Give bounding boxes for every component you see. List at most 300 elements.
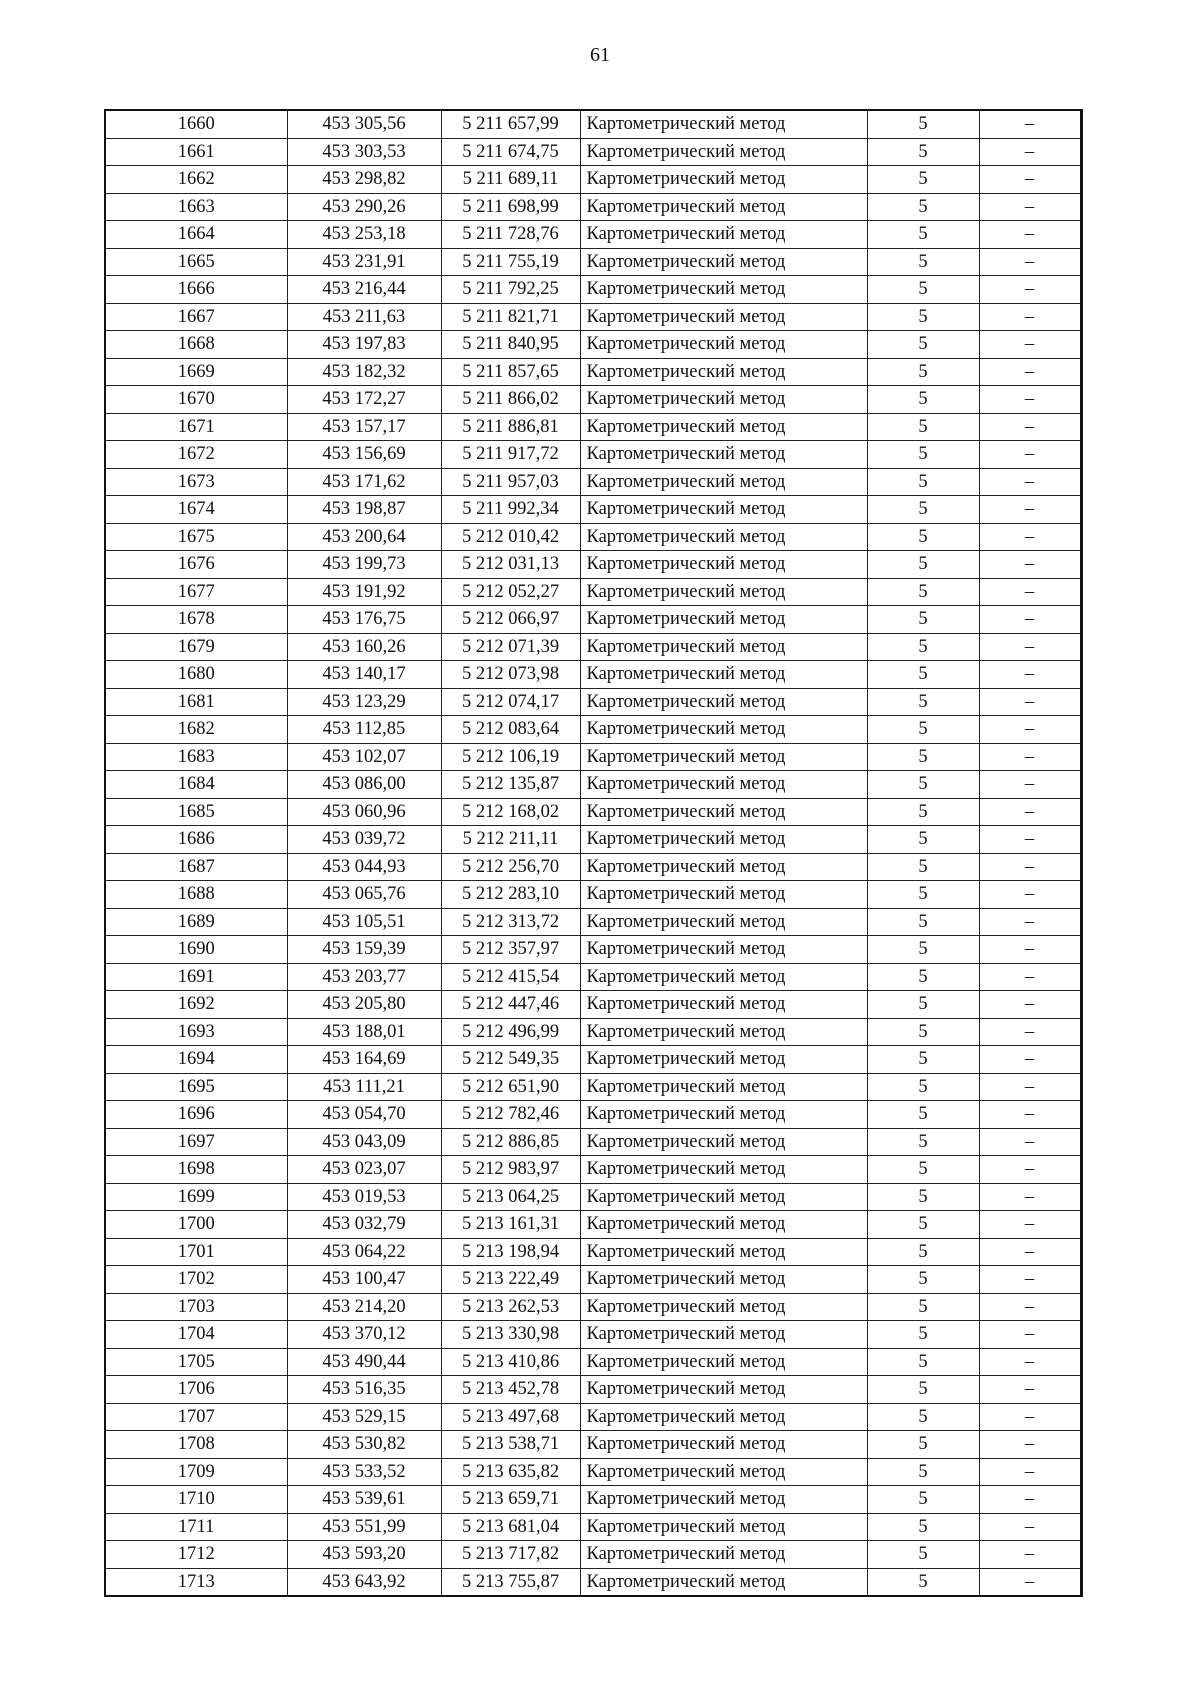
y-coordinate-cell: 5 212 256,70 [441, 853, 580, 881]
table-row [105, 578, 1081, 606]
accuracy-cell: 5 [867, 1376, 979, 1404]
point-number-cell: 1709 [105, 1458, 287, 1486]
y-coordinate-cell: 5 212 283,10 [441, 881, 580, 909]
method-cell: Картометрический метод [580, 303, 867, 331]
table-row [105, 1073, 1081, 1101]
y-coordinate-cell: 5 212 357,97 [441, 936, 580, 964]
point-number-cell: 1688 [105, 881, 287, 909]
method-cell: Картометрический метод [580, 1183, 867, 1211]
x-coordinate-cell: 453 529,15 [287, 1403, 441, 1431]
accuracy-cell: 5 [867, 963, 979, 991]
description-cell: – [979, 1513, 1081, 1541]
description-cell: – [979, 936, 1081, 964]
accuracy-cell: 5 [867, 1156, 979, 1184]
accuracy-cell: 5 [867, 578, 979, 606]
description-cell: – [979, 110, 1081, 138]
description-cell: – [979, 771, 1081, 799]
method-cell: Картометрический метод [580, 908, 867, 936]
table-row [105, 798, 1081, 826]
point-number-cell: 1711 [105, 1513, 287, 1541]
point-number-cell: 1665 [105, 248, 287, 276]
x-coordinate-cell: 453 593,20 [287, 1541, 441, 1569]
accuracy-cell: 5 [867, 881, 979, 909]
description-cell: – [979, 276, 1081, 304]
y-coordinate-cell: 5 211 857,65 [441, 358, 580, 386]
method-cell: Картометрический метод [580, 1293, 867, 1321]
method-cell: Картометрический метод [580, 991, 867, 1019]
x-coordinate-cell: 453 231,91 [287, 248, 441, 276]
accuracy-cell: 5 [867, 221, 979, 249]
y-coordinate-cell: 5 211 689,11 [441, 166, 580, 194]
method-cell: Картометрический метод [580, 936, 867, 964]
y-coordinate-cell: 5 213 222,49 [441, 1266, 580, 1294]
description-cell: – [979, 303, 1081, 331]
description-cell: – [979, 716, 1081, 744]
x-coordinate-cell: 453 160,26 [287, 633, 441, 661]
method-cell: Картометрический метод [580, 1321, 867, 1349]
point-number-cell: 1685 [105, 798, 287, 826]
method-cell: Картометрический метод [580, 1486, 867, 1514]
table-row [105, 853, 1081, 881]
description-cell: – [979, 1046, 1081, 1074]
table-row [105, 1183, 1081, 1211]
table-row [105, 1128, 1081, 1156]
point-number-cell: 1673 [105, 468, 287, 496]
x-coordinate-cell: 453 214,20 [287, 1293, 441, 1321]
description-cell: – [979, 578, 1081, 606]
x-coordinate-cell: 453 171,62 [287, 468, 441, 496]
table-row [105, 936, 1081, 964]
table-row [105, 881, 1081, 909]
table-row [105, 138, 1081, 166]
table-row [105, 1211, 1081, 1239]
point-number-cell: 1698 [105, 1156, 287, 1184]
method-cell: Картометрический метод [580, 221, 867, 249]
x-coordinate-cell: 453 019,53 [287, 1183, 441, 1211]
point-number-cell: 1701 [105, 1238, 287, 1266]
page-number: 61 [590, 44, 610, 66]
description-cell: – [979, 1403, 1081, 1431]
method-cell: Картометрический метод [580, 578, 867, 606]
y-coordinate-cell: 5 213 452,78 [441, 1376, 580, 1404]
point-number-cell: 1666 [105, 276, 287, 304]
method-cell: Картометрический метод [580, 413, 867, 441]
method-cell: Картометрический метод [580, 1211, 867, 1239]
x-coordinate-cell: 453 253,18 [287, 221, 441, 249]
description-cell: – [979, 166, 1081, 194]
table-row [105, 1266, 1081, 1294]
x-coordinate-cell: 453 516,35 [287, 1376, 441, 1404]
point-number-cell: 1706 [105, 1376, 287, 1404]
accuracy-cell: 5 [867, 1541, 979, 1569]
accuracy-cell: 5 [867, 496, 979, 524]
method-cell: Картометрический метод [580, 1403, 867, 1431]
description-cell: – [979, 358, 1081, 386]
y-coordinate-cell: 5 212 415,54 [441, 963, 580, 991]
accuracy-cell: 5 [867, 1238, 979, 1266]
y-coordinate-cell: 5 212 168,02 [441, 798, 580, 826]
y-coordinate-cell: 5 212 052,27 [441, 578, 580, 606]
method-cell: Картометрический метод [580, 826, 867, 854]
x-coordinate-cell: 453 176,75 [287, 606, 441, 634]
table-row [105, 1513, 1081, 1541]
y-coordinate-cell: 5 212 083,64 [441, 716, 580, 744]
method-cell: Картометрический метод [580, 771, 867, 799]
table-row [105, 908, 1081, 936]
table-row [105, 1458, 1081, 1486]
point-number-cell: 1660 [105, 110, 287, 138]
y-coordinate-cell: 5 212 135,87 [441, 771, 580, 799]
description-cell: – [979, 193, 1081, 221]
description-cell: – [979, 1266, 1081, 1294]
point-number-cell: 1682 [105, 716, 287, 744]
table-row [105, 441, 1081, 469]
method-cell: Картометрический метод [580, 1238, 867, 1266]
point-number-cell: 1670 [105, 386, 287, 414]
x-coordinate-cell: 453 216,44 [287, 276, 441, 304]
x-coordinate-cell: 453 064,22 [287, 1238, 441, 1266]
accuracy-cell: 5 [867, 1101, 979, 1129]
accuracy-cell: 5 [867, 826, 979, 854]
accuracy-cell: 5 [867, 1431, 979, 1459]
table-row [105, 276, 1081, 304]
y-coordinate-cell: 5 213 161,31 [441, 1211, 580, 1239]
x-coordinate-cell: 453 199,73 [287, 551, 441, 579]
method-cell: Картометрический метод [580, 358, 867, 386]
y-coordinate-cell: 5 212 074,17 [441, 688, 580, 716]
accuracy-cell: 5 [867, 1046, 979, 1074]
x-coordinate-cell: 453 054,70 [287, 1101, 441, 1129]
y-coordinate-cell: 5 213 659,71 [441, 1486, 580, 1514]
x-coordinate-cell: 453 102,07 [287, 743, 441, 771]
point-number-cell: 1702 [105, 1266, 287, 1294]
x-coordinate-cell: 453 643,92 [287, 1568, 441, 1596]
accuracy-cell: 5 [867, 1183, 979, 1211]
x-coordinate-cell: 453 039,72 [287, 826, 441, 854]
description-cell: – [979, 1321, 1081, 1349]
method-cell: Картометрический метод [580, 193, 867, 221]
description-cell: – [979, 633, 1081, 661]
accuracy-cell: 5 [867, 441, 979, 469]
description-cell: – [979, 1541, 1081, 1569]
point-number-cell: 1669 [105, 358, 287, 386]
y-coordinate-cell: 5 211 657,99 [441, 110, 580, 138]
method-cell: Картометрический метод [580, 661, 867, 689]
accuracy-cell: 5 [867, 661, 979, 689]
method-cell: Картометрический метод [580, 716, 867, 744]
description-cell: – [979, 413, 1081, 441]
accuracy-cell: 5 [867, 1128, 979, 1156]
method-cell: Картометрический метод [580, 633, 867, 661]
point-number-cell: 1683 [105, 743, 287, 771]
point-number-cell: 1708 [105, 1431, 287, 1459]
description-cell: – [979, 1431, 1081, 1459]
accuracy-cell: 5 [867, 606, 979, 634]
accuracy-cell: 5 [867, 771, 979, 799]
accuracy-cell: 5 [867, 853, 979, 881]
method-cell: Картометрический метод [580, 1156, 867, 1184]
accuracy-cell: 5 [867, 413, 979, 441]
y-coordinate-cell: 5 211 792,25 [441, 276, 580, 304]
point-number-cell: 1689 [105, 908, 287, 936]
method-cell: Картометрический метод [580, 963, 867, 991]
x-coordinate-cell: 453 100,47 [287, 1266, 441, 1294]
point-number-cell: 1693 [105, 1018, 287, 1046]
x-coordinate-cell: 453 086,00 [287, 771, 441, 799]
description-cell: – [979, 468, 1081, 496]
description-cell: – [979, 331, 1081, 359]
accuracy-cell: 5 [867, 688, 979, 716]
table-row [105, 826, 1081, 854]
description-cell: – [979, 661, 1081, 689]
table-row [105, 688, 1081, 716]
point-number-cell: 1677 [105, 578, 287, 606]
x-coordinate-cell: 453 290,26 [287, 193, 441, 221]
point-number-cell: 1704 [105, 1321, 287, 1349]
accuracy-cell: 5 [867, 1513, 979, 1541]
x-coordinate-cell: 453 191,92 [287, 578, 441, 606]
method-cell: Картометрический метод [580, 881, 867, 909]
x-coordinate-cell: 453 111,21 [287, 1073, 441, 1101]
method-cell: Картометрический метод [580, 1128, 867, 1156]
x-coordinate-cell: 453 197,83 [287, 331, 441, 359]
y-coordinate-cell: 5 212 066,97 [441, 606, 580, 634]
accuracy-cell: 5 [867, 1266, 979, 1294]
method-cell: Картометрический метод [580, 1541, 867, 1569]
description-cell: – [979, 551, 1081, 579]
table-row [105, 1238, 1081, 1266]
table-row [105, 1101, 1081, 1129]
accuracy-cell: 5 [867, 1403, 979, 1431]
method-cell: Картометрический метод [580, 1101, 867, 1129]
method-cell: Картометрический метод [580, 276, 867, 304]
y-coordinate-cell: 5 213 538,71 [441, 1431, 580, 1459]
x-coordinate-cell: 453 044,93 [287, 853, 441, 881]
accuracy-cell: 5 [867, 991, 979, 1019]
table-row [105, 1541, 1081, 1569]
y-coordinate-cell: 5 211 992,34 [441, 496, 580, 524]
y-coordinate-cell: 5 213 262,53 [441, 1293, 580, 1321]
y-coordinate-cell: 5 211 917,72 [441, 441, 580, 469]
x-coordinate-cell: 453 172,27 [287, 386, 441, 414]
description-cell: – [979, 1073, 1081, 1101]
description-cell: – [979, 138, 1081, 166]
point-number-cell: 1686 [105, 826, 287, 854]
description-cell: – [979, 1128, 1081, 1156]
accuracy-cell: 5 [867, 468, 979, 496]
table-row [105, 633, 1081, 661]
description-cell: – [979, 991, 1081, 1019]
point-number-cell: 1691 [105, 963, 287, 991]
method-cell: Картометрический метод [580, 386, 867, 414]
point-number-cell: 1687 [105, 853, 287, 881]
table-row [105, 496, 1081, 524]
table-row [105, 1046, 1081, 1074]
method-cell: Картометрический метод [580, 1513, 867, 1541]
table-row [105, 386, 1081, 414]
point-number-cell: 1667 [105, 303, 287, 331]
point-number-cell: 1705 [105, 1348, 287, 1376]
table-row [105, 166, 1081, 194]
table-row [105, 248, 1081, 276]
point-number-cell: 1703 [105, 1293, 287, 1321]
description-cell: – [979, 1293, 1081, 1321]
point-number-cell: 1674 [105, 496, 287, 524]
accuracy-cell: 5 [867, 551, 979, 579]
y-coordinate-cell: 5 213 681,04 [441, 1513, 580, 1541]
description-cell: – [979, 1568, 1081, 1596]
point-number-cell: 1676 [105, 551, 287, 579]
x-coordinate-cell: 453 298,82 [287, 166, 441, 194]
point-number-cell: 1700 [105, 1211, 287, 1239]
y-coordinate-cell: 5 213 198,94 [441, 1238, 580, 1266]
x-coordinate-cell: 453 112,85 [287, 716, 441, 744]
accuracy-cell: 5 [867, 193, 979, 221]
y-coordinate-cell: 5 212 010,42 [441, 523, 580, 551]
y-coordinate-cell: 5 212 447,46 [441, 991, 580, 1019]
table-row [105, 991, 1081, 1019]
y-coordinate-cell: 5 212 031,13 [441, 551, 580, 579]
accuracy-cell: 5 [867, 936, 979, 964]
accuracy-cell: 5 [867, 1321, 979, 1349]
point-number-cell: 1679 [105, 633, 287, 661]
description-cell: – [979, 1348, 1081, 1376]
x-coordinate-cell: 453 065,76 [287, 881, 441, 909]
description-cell: – [979, 386, 1081, 414]
x-coordinate-cell: 453 188,01 [287, 1018, 441, 1046]
point-number-cell: 1661 [105, 138, 287, 166]
method-cell: Картометрический метод [580, 1568, 867, 1596]
method-cell: Картометрический метод [580, 551, 867, 579]
table-row [105, 1321, 1081, 1349]
description-cell: – [979, 1018, 1081, 1046]
y-coordinate-cell: 5 212 071,39 [441, 633, 580, 661]
accuracy-cell: 5 [867, 248, 979, 276]
accuracy-cell: 5 [867, 908, 979, 936]
table-row [105, 1568, 1081, 1596]
description-cell: – [979, 853, 1081, 881]
x-coordinate-cell: 453 203,77 [287, 963, 441, 991]
description-cell: – [979, 496, 1081, 524]
accuracy-cell: 5 [867, 386, 979, 414]
x-coordinate-cell: 453 211,63 [287, 303, 441, 331]
method-cell: Картометрический метод [580, 1266, 867, 1294]
accuracy-cell: 5 [867, 798, 979, 826]
table-row [105, 468, 1081, 496]
accuracy-cell: 5 [867, 743, 979, 771]
table-row [105, 193, 1081, 221]
description-cell: – [979, 1183, 1081, 1211]
y-coordinate-cell: 5 212 496,99 [441, 1018, 580, 1046]
accuracy-cell: 5 [867, 1211, 979, 1239]
accuracy-cell: 5 [867, 523, 979, 551]
x-coordinate-cell: 453 123,29 [287, 688, 441, 716]
method-cell: Картометрический метод [580, 248, 867, 276]
description-cell: – [979, 1458, 1081, 1486]
method-cell: Картометрический метод [580, 468, 867, 496]
y-coordinate-cell: 5 211 866,02 [441, 386, 580, 414]
point-number-cell: 1699 [105, 1183, 287, 1211]
method-cell: Картометрический метод [580, 110, 867, 138]
method-cell: Картометрический метод [580, 1458, 867, 1486]
description-cell: – [979, 1486, 1081, 1514]
point-number-cell: 1697 [105, 1128, 287, 1156]
method-cell: Картометрический метод [580, 798, 867, 826]
accuracy-cell: 5 [867, 1018, 979, 1046]
description-cell: – [979, 1376, 1081, 1404]
x-coordinate-cell: 453 157,17 [287, 413, 441, 441]
description-cell: – [979, 1101, 1081, 1129]
y-coordinate-cell: 5 211 698,99 [441, 193, 580, 221]
accuracy-cell: 5 [867, 110, 979, 138]
x-coordinate-cell: 453 303,53 [287, 138, 441, 166]
y-coordinate-cell: 5 213 635,82 [441, 1458, 580, 1486]
y-coordinate-cell: 5 212 983,97 [441, 1156, 580, 1184]
table-row [105, 963, 1081, 991]
method-cell: Картометрический метод [580, 853, 867, 881]
table-row [105, 1403, 1081, 1431]
accuracy-cell: 5 [867, 1348, 979, 1376]
table-row [105, 743, 1081, 771]
x-coordinate-cell: 453 156,69 [287, 441, 441, 469]
accuracy-cell: 5 [867, 166, 979, 194]
method-cell: Картометрический метод [580, 523, 867, 551]
method-cell: Картометрический метод [580, 1431, 867, 1459]
y-coordinate-cell: 5 211 840,95 [441, 331, 580, 359]
x-coordinate-cell: 453 200,64 [287, 523, 441, 551]
method-cell: Картометрический метод [580, 606, 867, 634]
coordinates-table [104, 109, 1083, 1597]
accuracy-cell: 5 [867, 331, 979, 359]
description-cell: – [979, 1238, 1081, 1266]
y-coordinate-cell: 5 213 717,82 [441, 1541, 580, 1569]
method-cell: Картометрический метод [580, 166, 867, 194]
table-row [105, 771, 1081, 799]
x-coordinate-cell: 453 164,69 [287, 1046, 441, 1074]
table-row [105, 1348, 1081, 1376]
y-coordinate-cell: 5 212 782,46 [441, 1101, 580, 1129]
point-number-cell: 1713 [105, 1568, 287, 1596]
table-row [105, 551, 1081, 579]
table-row [105, 661, 1081, 689]
point-number-cell: 1696 [105, 1101, 287, 1129]
point-number-cell: 1668 [105, 331, 287, 359]
point-number-cell: 1678 [105, 606, 287, 634]
description-cell: – [979, 743, 1081, 771]
accuracy-cell: 5 [867, 303, 979, 331]
y-coordinate-cell: 5 212 651,90 [441, 1073, 580, 1101]
x-coordinate-cell: 453 105,51 [287, 908, 441, 936]
point-number-cell: 1710 [105, 1486, 287, 1514]
table-row [105, 1018, 1081, 1046]
method-cell: Картометрический метод [580, 688, 867, 716]
table-row [105, 1431, 1081, 1459]
method-cell: Картометрический метод [580, 1046, 867, 1074]
accuracy-cell: 5 [867, 358, 979, 386]
description-cell: – [979, 221, 1081, 249]
point-number-cell: 1694 [105, 1046, 287, 1074]
method-cell: Картометрический метод [580, 1376, 867, 1404]
table-row [105, 1376, 1081, 1404]
x-coordinate-cell: 453 551,99 [287, 1513, 441, 1541]
y-coordinate-cell: 5 212 549,35 [441, 1046, 580, 1074]
description-cell: – [979, 963, 1081, 991]
method-cell: Картометрический метод [580, 1018, 867, 1046]
point-number-cell: 1690 [105, 936, 287, 964]
point-number-cell: 1664 [105, 221, 287, 249]
x-coordinate-cell: 453 490,44 [287, 1348, 441, 1376]
table-row [105, 1486, 1081, 1514]
